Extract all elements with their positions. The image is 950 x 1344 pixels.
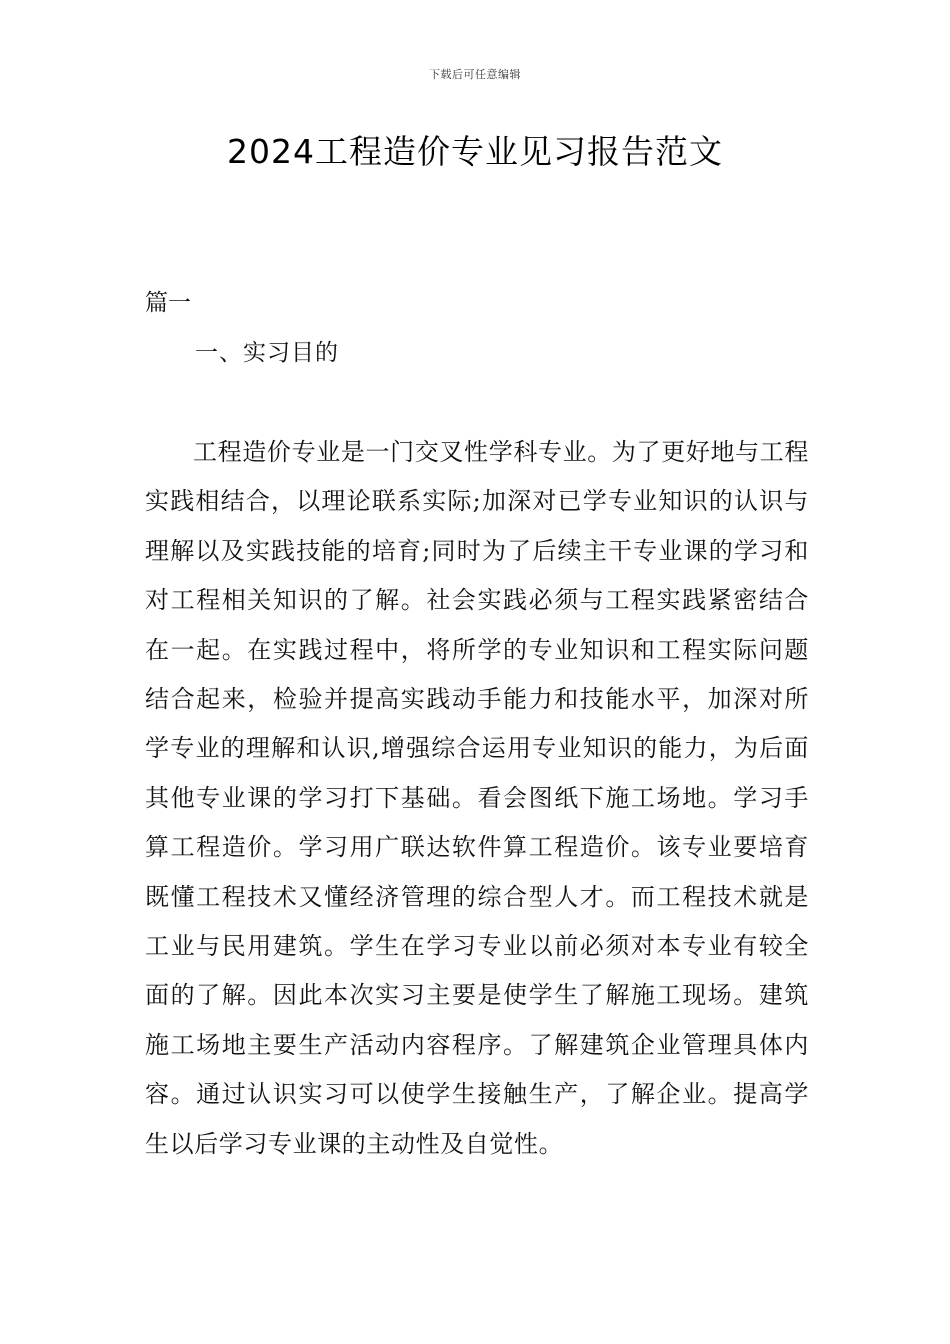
- header-note: 下载后可任意编辑: [429, 68, 521, 81]
- section-label: 篇一: [145, 290, 191, 316]
- section-subheading: 一、实习目的: [195, 340, 339, 366]
- body-paragraph: 工程造价专业是一门交叉性学科专业。为了更好地与工程实践相结合，以理论联系实际;加深对已学专业知识的认识与理解以及实践技能的培育;同时为了后续主干专业课的学习和对工程相关知识的了解。社会实践必须与工程实践紧密结合在一起。在实践过程中，将所学的专业知识和工程实际问题结合起来，检验并提高实践动手能力和技能水平，加深对所学专业的理解和认识,增强综合运用专业知识的能力，为后面其他专业课的学习打下基础。看会图纸下施工场地。学习手算工程造价。学习用广联达软件算工程造价。该专业要培育既懂工程技术又懂经济管理的综合型人才。而工程技术就是工业与民用建筑。学生在学习专业以前必须对本专业有较全面的了解。因此本次实习主要是使学生了解施工现场。建筑施工场地主要生产活动内容程序。了解建筑企业管理具体内容。通过认识实习可以使学生接触生产，了解企业。提高学生以后学习专业课的主动性及自觉性。: [145, 438, 809, 1158]
- document-title: 2024工程造价专业见习报告范文: [227, 132, 723, 171]
